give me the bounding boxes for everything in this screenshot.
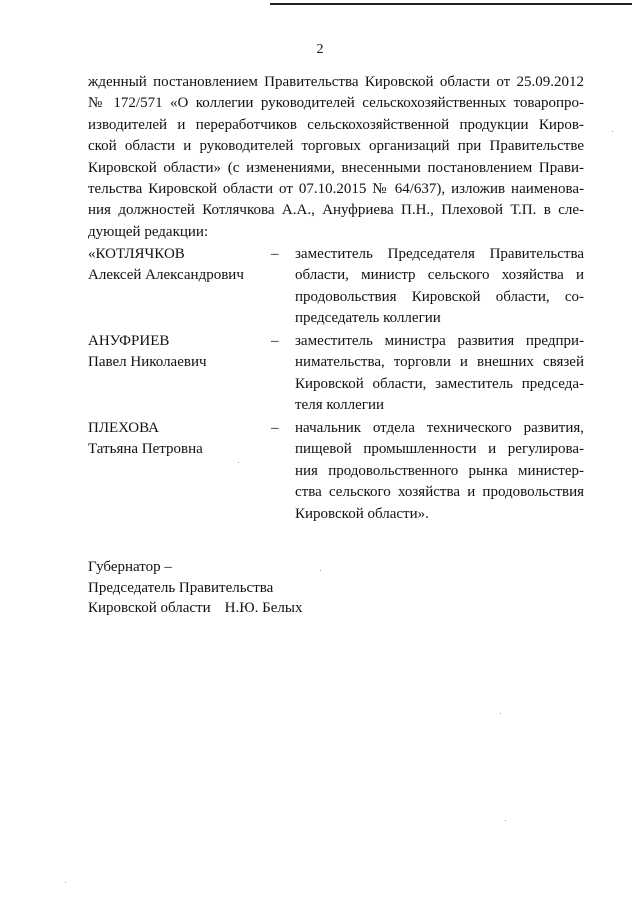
scan-speck xyxy=(500,713,501,714)
signature-title-line: Губернатор – xyxy=(88,559,172,575)
position-line: начальник отдела технического развития, xyxy=(295,420,584,436)
intro-line: тельства Кировской области от 07.10.2015 № 64/637), изложив наименова- xyxy=(88,181,584,198)
intro-line: жденный постановлением Правительства Кировской области от 25.09.2012 xyxy=(88,74,584,90)
entry-dash: – xyxy=(271,420,279,436)
intro-line: ской области и руководителей торговых организаций при Правительстве xyxy=(88,138,584,155)
position-line: Кировской области». xyxy=(295,505,429,522)
signature-block xyxy=(88,557,302,619)
person-name xyxy=(88,244,268,287)
position-line: теля коллегии xyxy=(295,397,385,414)
scan-speck xyxy=(65,882,66,883)
position-line: заместитель министра развития предпри- xyxy=(295,333,584,349)
position-line: продовольствия Кировской области, со- xyxy=(295,288,584,305)
position-text xyxy=(295,418,584,525)
position-text xyxy=(295,331,584,417)
position-line: Кировской области, заместитель председа- xyxy=(295,375,584,392)
intro-paragraph xyxy=(88,72,584,243)
intro-line: изводителей и переработчиков сельскохозяйственной продукции Киров- xyxy=(88,116,584,133)
person-surname: АНУФРИЕВ xyxy=(88,333,170,349)
position-line: области, министр сельского хозяйства и xyxy=(295,267,584,284)
signature-title-line xyxy=(88,598,302,619)
entry-dash: – xyxy=(271,246,279,262)
entry-dash: – xyxy=(271,333,279,349)
scan-edge-line xyxy=(270,3,632,5)
scan-speck xyxy=(320,570,321,571)
person-given-names: Алексей Александрович xyxy=(88,267,244,284)
position-line: нимательства, торговли и внешних связей xyxy=(295,354,584,371)
person-surname: ПЛЕХОВА xyxy=(88,420,159,436)
person-name xyxy=(88,331,268,374)
person-surname: «КОТЛЯЧКОВ xyxy=(88,246,185,262)
person-name xyxy=(88,418,268,461)
person-given-names: Павел Николаевич xyxy=(88,354,207,371)
intro-line: ния должностей Котлячкова А.А., Ануфриева П.Н., Плеховой Т.П. в сле- xyxy=(88,202,584,219)
scan-speck xyxy=(238,462,239,463)
position-line: заместитель Председателя Правительства xyxy=(295,246,584,262)
position-line: ства сельского хозяйства и продовольствия xyxy=(295,484,584,501)
signature-title-line: Председатель Правительства xyxy=(88,579,274,596)
scan-speck xyxy=(612,131,613,132)
position-text xyxy=(295,244,584,330)
position-line: ния продовольственного рынка министер- xyxy=(295,462,584,479)
person-given-names: Татьяна Петровна xyxy=(88,441,203,458)
intro-line: № 172/571 «О коллегии руководителей сельскохозяйственных товаропро- xyxy=(88,95,584,112)
signer-name: Н.Ю. Белых xyxy=(224,600,303,616)
scan-speck xyxy=(505,820,506,821)
signature-region: Кировской области xyxy=(88,600,211,616)
page-number: 2 xyxy=(316,42,324,57)
intro-line: Кировской области» (с изменениями, внесенными постановлением Прави- xyxy=(88,159,584,176)
position-line: председатель коллегии xyxy=(295,310,441,327)
intro-line: дующей редакции: xyxy=(88,223,209,240)
position-line: пищевой промышленности и регулирова- xyxy=(295,441,584,458)
